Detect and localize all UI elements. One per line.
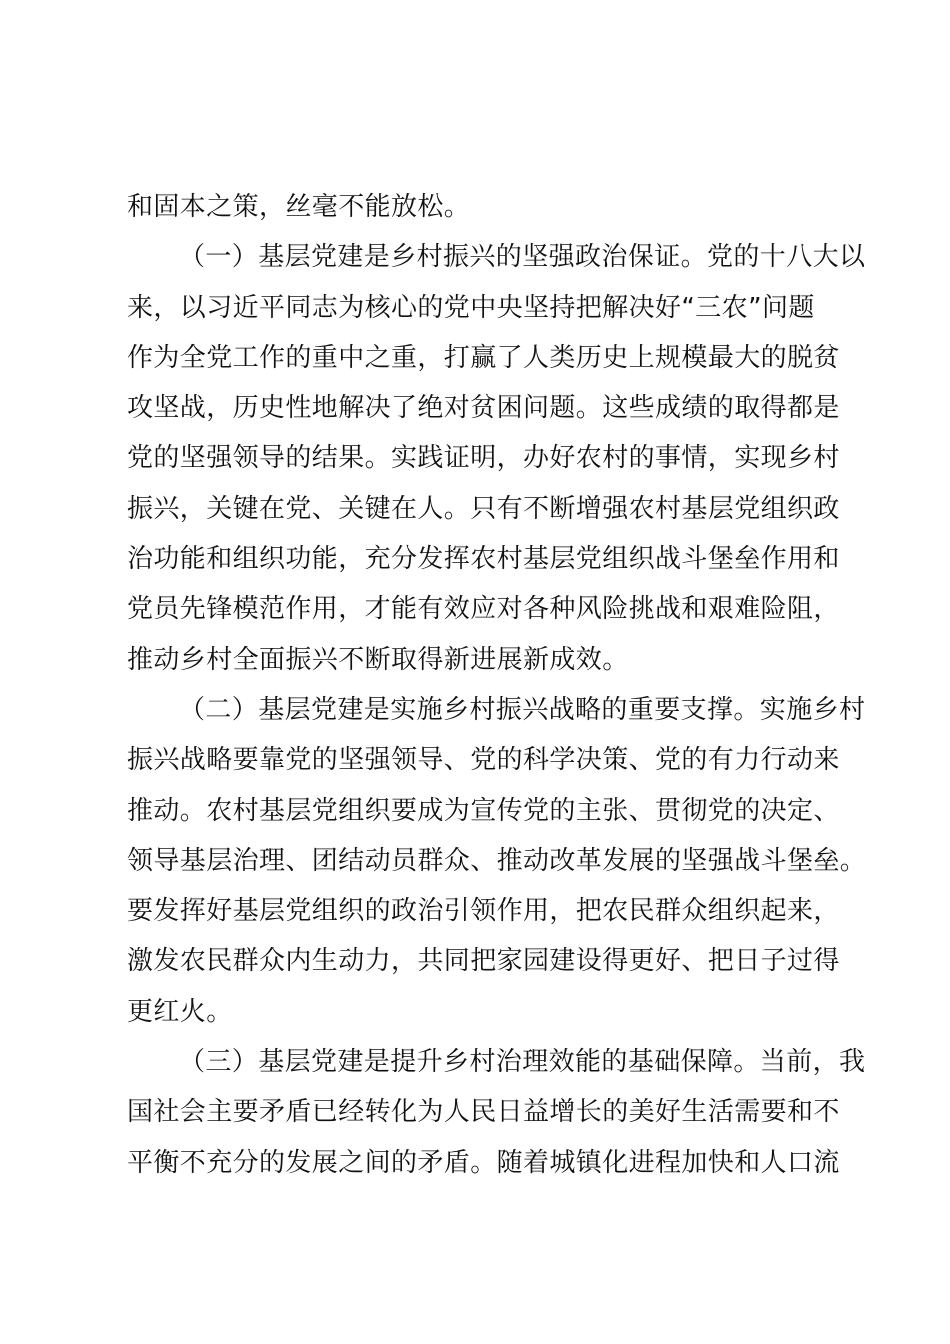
text-line: 攻坚战，历史性地解决了绝对贫困问题。这些成绩的取得都是 bbox=[127, 393, 840, 424]
text-line: 振兴战略要靠党的坚强领导、党的科学决策、党的有力行动来 bbox=[127, 745, 840, 776]
text-line: 国社会主要矛盾已经转化为人民日益增长的美好生活需要和不 bbox=[127, 1097, 840, 1128]
text-line: 和固本之策，丝毫不能放松。 bbox=[127, 192, 471, 222]
text-line: 党的坚强领导的结果。实践证明，办好农村的事情，实现乡村 bbox=[127, 443, 840, 474]
text-line: 推动。农村基层党组织要成为宣传党的主张、贯彻党的决定、 bbox=[127, 795, 840, 826]
text-line: 作为全党工作的重中之重，打赢了人类历史上规模最大的脱贫 bbox=[127, 342, 840, 373]
text-line: 领导基层治理、团结动员群众、推动改革发展的坚强战斗堡垒。 bbox=[127, 845, 867, 876]
text-line: 来，以习近平同志为核心的党中央坚持把解决好“三农”问题 bbox=[127, 292, 815, 323]
text-line: 更红火。 bbox=[127, 996, 233, 1027]
paragraph-heading-line: （二）基层党建是实施乡村振兴战略的重要支撑。实施乡村 bbox=[179, 694, 866, 725]
text-line: 治功能和组织功能，充分发挥农村基层党组织战斗堡垒作用和 bbox=[127, 544, 840, 575]
paragraph-heading-line: （一）基层党建是乡村振兴的坚强政治保证。党的十八大以 bbox=[179, 242, 866, 273]
text-line: 平衡不充分的发展之间的矛盾。随着城镇化进程加快和人口流 bbox=[127, 1147, 840, 1178]
document-body bbox=[127, 182, 867, 1188]
text-line: 激发农民群众内生动力，共同把家园建设得更好、把日子过得 bbox=[127, 946, 840, 977]
text-line: 推动乡村全面振兴不断取得新进展新成效。 bbox=[127, 644, 629, 675]
text-line: 振兴，关键在党、关键在人。只有不断增强农村基层党组织政 bbox=[127, 493, 840, 524]
paragraph-heading-line: （三）基层党建是提升乡村治理效能的基础保障。当前，我 bbox=[179, 1047, 866, 1078]
text-line: 要发挥好基层党组织的政治引领作用，把农民群众组织起来， bbox=[127, 896, 840, 927]
text-line: 党员先锋模范作用，才能有效应对各种风险挑战和艰难险阻， bbox=[127, 594, 840, 625]
